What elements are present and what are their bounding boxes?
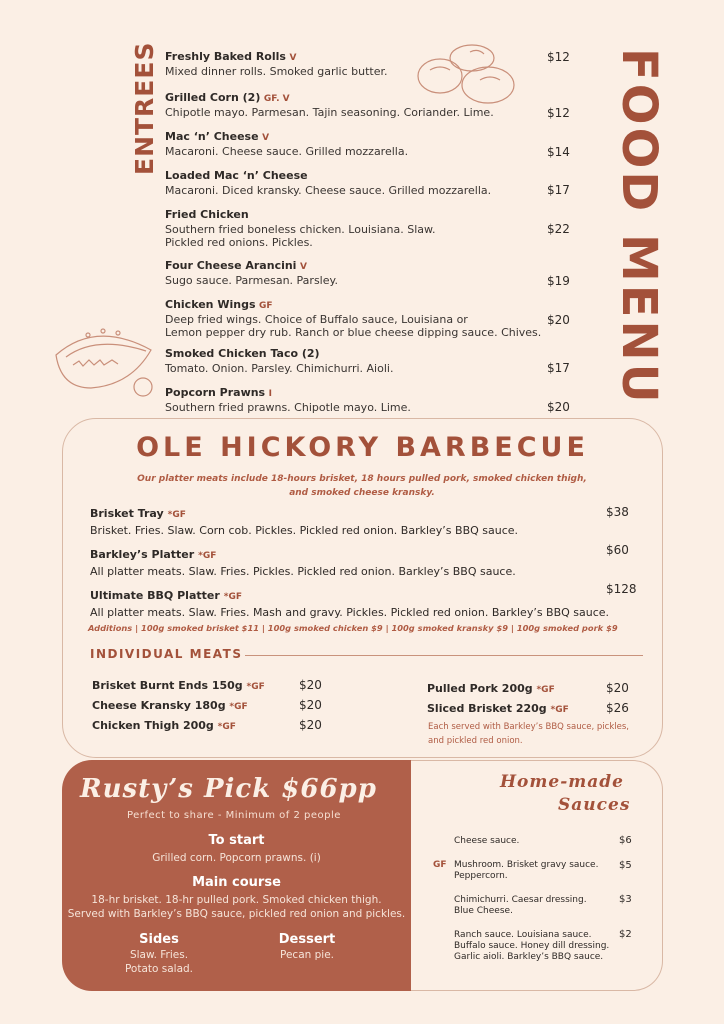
section-text: Potato salad.	[124, 963, 194, 975]
diet-tag: V	[299, 262, 307, 272]
diet-tag: I	[268, 389, 272, 399]
meat-price: $20	[299, 678, 322, 692]
list-item	[165, 298, 545, 339]
rustys-pick-heading: Rusty’s Pick $66pp	[80, 774, 377, 804]
diet-tag: GF	[259, 301, 273, 311]
meat-item	[92, 699, 248, 712]
entree-price: $22	[547, 222, 570, 236]
entree-desc: Macaroni. Cheese sauce. Grilled mozzarella.	[165, 145, 409, 158]
meat-name: Brisket Burnt Ends 150g	[92, 679, 243, 692]
section-heading: Sides	[139, 932, 179, 947]
sauce-price: $5	[619, 860, 632, 871]
entree-desc: Southern fried prawns. Chipotle mayo. Lime.	[165, 401, 411, 414]
diet-tag: GF	[433, 860, 447, 870]
entree-desc: Lemon pepper dry rub. Ranch or blue cheese dipping sauce. Chives.	[165, 326, 542, 339]
platter-name: Barkley’s Platter	[90, 548, 195, 561]
divider	[245, 655, 643, 656]
entree-price: $12	[547, 106, 570, 120]
meat-name: Pulled Pork 200g	[427, 682, 533, 695]
entree-desc: Deep fried wings. Choice of Buffalo sauce, Louisiana or	[165, 313, 468, 326]
list-item	[454, 836, 604, 847]
sauce-line: Ranch sauce. Louisiana sauce.	[454, 930, 592, 940]
sauces-heading-line: Home-made	[500, 772, 624, 792]
bbq-subtitle-line: Our platter meats include 18-hours brisket, 18 hours pulled pork, smoked chicken thigh,	[137, 474, 587, 484]
individual-meats-heading: INDIVIDUAL MEATS	[90, 647, 243, 661]
entree-price: $14	[547, 145, 570, 159]
section-text: Pecan pie.	[280, 949, 334, 961]
section-text: Served with Barkley’s BBQ sauce, pickled red onion and pickles.	[67, 908, 406, 920]
section-text: 18-hr brisket. 18-hr pulled pork. Smoked chicken thigh.	[91, 894, 382, 906]
entree-desc: Sugo sauce. Parmesan. Parsley.	[165, 274, 338, 287]
list-item	[165, 169, 565, 197]
entree-name: Four Cheese Arancini	[165, 259, 297, 272]
list-item	[454, 930, 614, 963]
meat-item	[92, 719, 236, 732]
entree-price: $12	[547, 50, 570, 64]
served-with-note	[428, 720, 648, 748]
meat-name: Sliced Brisket 220g	[427, 702, 547, 715]
entree-name: Popcorn Prawns	[165, 386, 266, 399]
meat-item	[92, 679, 265, 692]
food-menu-heading: FOOD MENU	[611, 48, 667, 406]
meat-name: Cheese Kransky 180g	[92, 699, 226, 712]
entree-name: Fried Chicken	[165, 208, 249, 221]
diet-tag: *GF	[217, 722, 236, 732]
diet-tag: *GF	[198, 551, 217, 561]
entree-desc: Tomato. Onion. Parsley. Chimichurri. Aioli.	[165, 362, 394, 375]
entree-desc: Macaroni. Diced kransky. Cheese sauce. Grilled mozzarella.	[165, 184, 492, 197]
meat-price: $20	[299, 718, 322, 732]
section-text: Grilled corn. Popcorn prawns. (i)	[152, 852, 321, 864]
entree-desc: Chipotle mayo. Parmesan. Tajin seasoning. Coriander. Lime.	[165, 106, 494, 119]
list-item	[454, 860, 604, 882]
diet-tag: *GF	[167, 510, 186, 520]
platter-name: Brisket Tray	[90, 507, 164, 520]
section-heading: To start	[208, 833, 265, 848]
sauce-line: Blue Cheese.	[454, 906, 513, 916]
entree-name: Smoked Chicken Taco (2)	[165, 347, 320, 360]
sauce-line: Mushroom. Brisket gravy sauce.	[454, 860, 599, 870]
section-text: Slaw. Fries.	[129, 949, 189, 961]
list-item	[165, 130, 565, 158]
meat-name: Chicken Thigh 200g	[92, 719, 214, 732]
platter-desc: All platter meats. Slaw. Fries. Mash and gravy. Pickles. Pickled red onion. Barkley’s BBQ sauce.	[90, 606, 610, 619]
entree-price: $17	[547, 361, 570, 375]
sauce-line: Peppercorn.	[454, 871, 508, 881]
meat-price: $20	[299, 698, 322, 712]
section-heading: Dessert	[278, 932, 336, 947]
platter-desc: All platter meats. Slaw. Fries. Pickles. Pickled red onion. Barkley’s BBQ sauce.	[90, 565, 516, 578]
list-item	[165, 208, 565, 249]
additions-line: Additions | 100g smoked brisket $11 | 100g smoked chicken $9 | 100g smoked kransky $9 | 100g smoked pork $9	[88, 623, 618, 633]
sauce-line: Garlic aioli. Barkley’s BBQ sauce.	[454, 952, 604, 962]
diet-tag: GF. V	[263, 94, 290, 104]
sauce-line: Buffalo sauce. Honey dill dressing.	[454, 941, 610, 951]
bbq-subtitle	[120, 472, 604, 500]
diet-tag: *GF	[229, 702, 248, 712]
entree-desc: Mixed dinner rolls. Smoked garlic butter.	[165, 65, 388, 78]
diet-tag: *GF	[536, 685, 555, 695]
note-line: and pickled red onion.	[428, 736, 523, 746]
platter-name: Ultimate BBQ Platter	[90, 589, 220, 602]
list-item	[90, 506, 610, 538]
platter-price: $128	[606, 582, 637, 596]
entree-desc: Pickled red onions. Pickles.	[165, 236, 313, 249]
bbq-subtitle-line: and smoked cheese kransky.	[289, 488, 435, 498]
taco-icon	[48, 315, 158, 400]
section-heading: Main course	[192, 875, 281, 890]
entree-name: Chicken Wings	[165, 298, 256, 311]
sauce-price: $3	[619, 894, 632, 905]
entree-price: $17	[547, 183, 570, 197]
meat-item	[427, 682, 555, 695]
list-item	[165, 91, 565, 119]
entrees-heading: ENTREES	[130, 41, 159, 175]
entree-price: $19	[547, 274, 570, 288]
meat-price: $26	[606, 701, 629, 715]
bbq-heading: OLE HICKORY BARBECUE	[136, 432, 589, 463]
entree-price: $20	[547, 313, 570, 327]
list-item	[90, 547, 610, 579]
entree-name: Freshly Baked Rolls	[165, 50, 286, 63]
list-item	[165, 386, 565, 414]
entree-price: $20	[547, 400, 570, 414]
meat-item	[427, 702, 569, 715]
sauces-heading-line: Sauces	[558, 795, 631, 815]
sauce-line: Cheese sauce.	[454, 836, 520, 846]
list-item	[165, 50, 565, 78]
sauce-price: $2	[619, 929, 632, 940]
meat-price: $20	[606, 681, 629, 695]
entree-name: Loaded Mac ‘n’ Cheese	[165, 169, 308, 182]
platter-price: $60	[606, 543, 629, 557]
rustys-pick-subtitle: Perfect to share - Minimum of 2 people	[127, 810, 341, 821]
sauces-heading	[500, 771, 650, 817]
note-line: Each served with Barkley’s BBQ sauce, pickles,	[428, 722, 629, 732]
diet-tag: V	[262, 133, 270, 143]
diet-tag: V	[289, 53, 297, 63]
entree-name: Mac ‘n’ Cheese	[165, 130, 259, 143]
sauce-line: Chimichurri. Caesar dressing.	[454, 895, 587, 905]
platter-price: $38	[606, 505, 629, 519]
sauce-price: $6	[619, 835, 632, 846]
list-item	[165, 347, 565, 375]
entree-desc: Southern fried boneless chicken. Louisiana. Slaw.	[165, 223, 436, 236]
diet-tag: *GF	[550, 705, 569, 715]
list-item	[90, 588, 610, 620]
diet-tag: *GF	[223, 592, 243, 602]
list-item	[454, 895, 604, 917]
entree-name: Grilled Corn (2)	[165, 91, 261, 104]
list-item	[165, 259, 565, 287]
diet-tag: *GF	[246, 682, 265, 692]
platter-desc: Brisket. Fries. Slaw. Corn cob. Pickles. Pickled red onion. Barkley’s BBQ sauce.	[90, 524, 519, 537]
